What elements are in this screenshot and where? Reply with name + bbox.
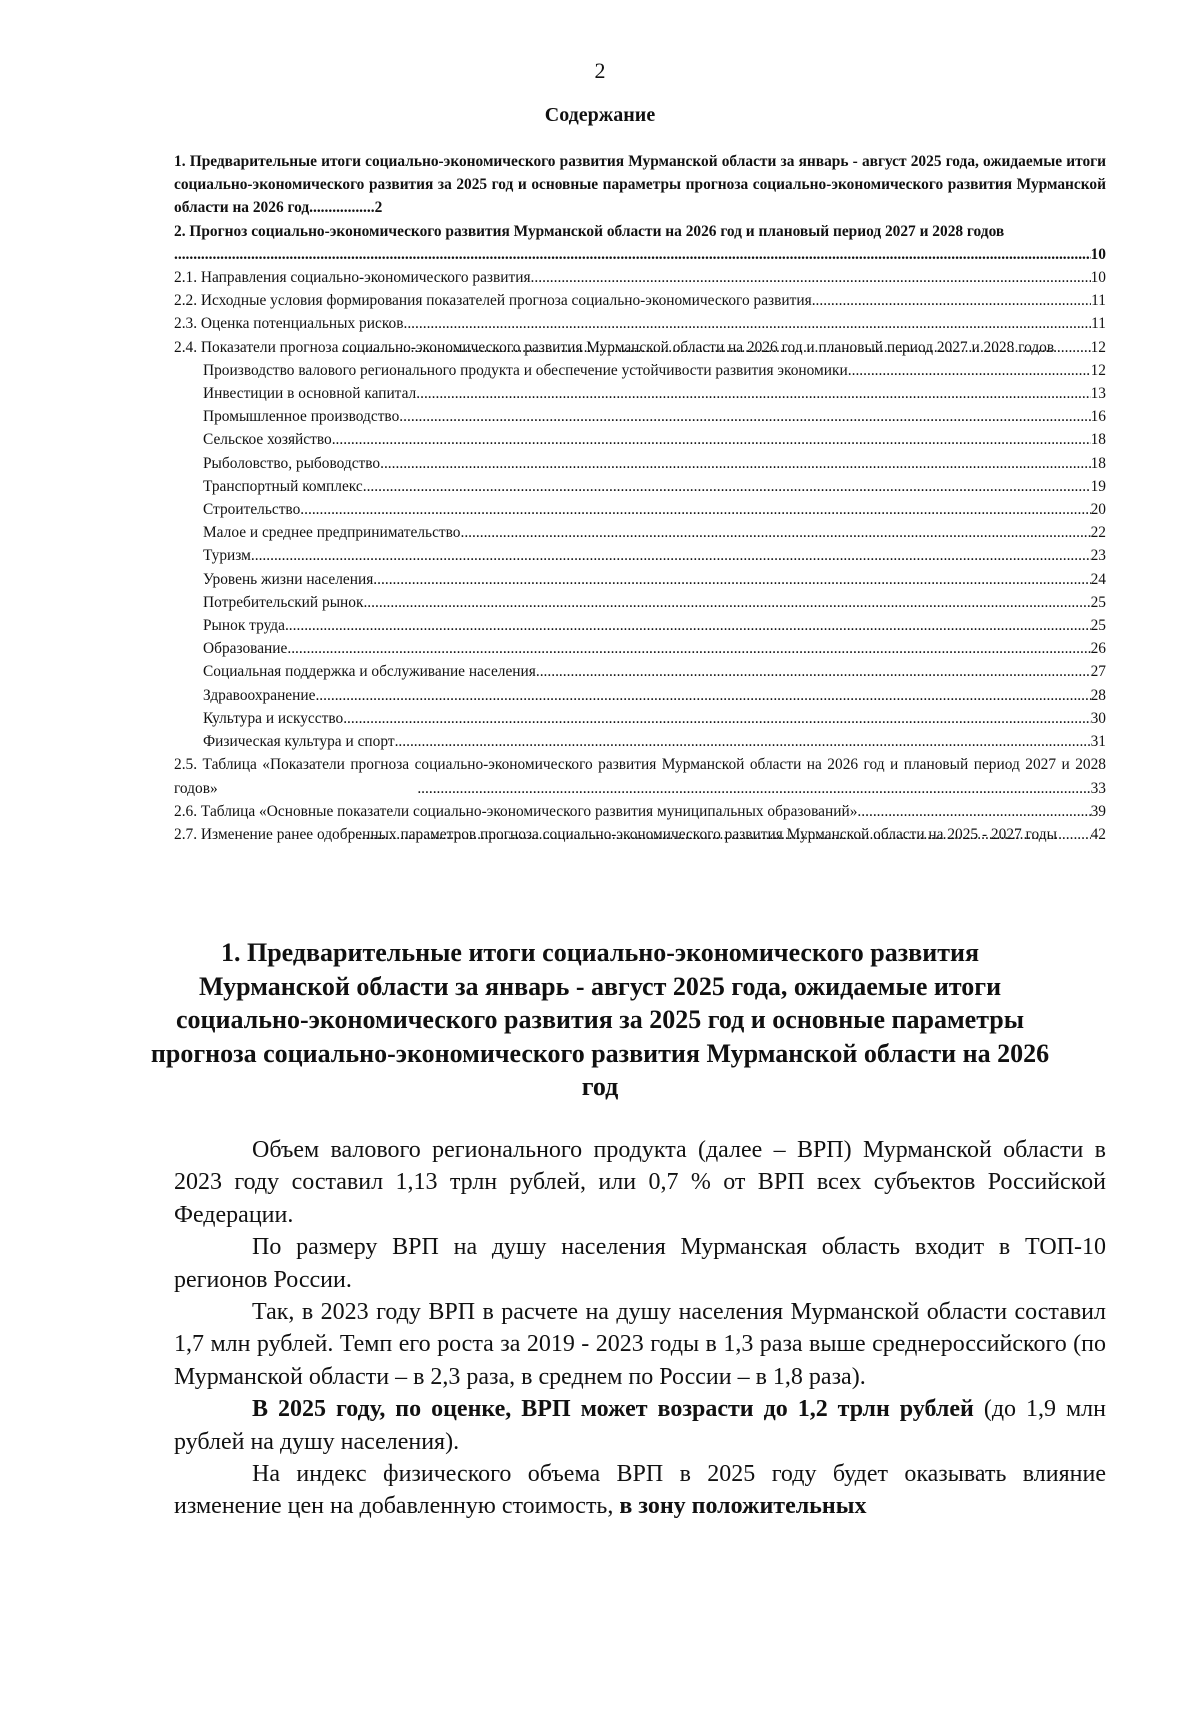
- toc-entry-page: 28: [1090, 686, 1106, 704]
- toc-entry[interactable]: [174, 150, 1106, 220]
- toc-entry-dots: [373, 568, 1090, 591]
- toc-entry-dots: [343, 707, 1090, 730]
- toc-entry-page: 19: [1090, 477, 1106, 495]
- body-text: [174, 1134, 1106, 1523]
- toc-entry-continuation: [174, 243, 1106, 266]
- toc-entry-text: 2.2. Исходные условия формирования показателей прогноза социально-экономического развития: [174, 292, 812, 310]
- toc-entry[interactable]: [174, 382, 1106, 405]
- toc-entry-dots: [174, 243, 1091, 266]
- toc-entry-page: 11: [1091, 315, 1106, 333]
- toc-entry-dots: [403, 312, 1091, 335]
- toc-entry-page: 11: [1091, 292, 1106, 310]
- toc-entry-text: Рыболовство, рыбоводство: [203, 454, 381, 472]
- toc-entry[interactable]: [174, 544, 1106, 567]
- toc-entry[interactable]: [174, 452, 1106, 475]
- toc-entry-text: Потребительский рынок: [203, 593, 364, 611]
- toc-entry-page: 24: [1090, 570, 1106, 588]
- paragraph: Так, в 2023 году ВРП в расчете на душу населения Мурманской области составил 1,7 млн рублей. Темп его роста за 2019 - 2023 годы в 1,3 раза выше среднероссийского (по Мурманской области – в 2,3 раза, в среднем по России – в 1,8 раза).: [174, 1299, 1106, 1390]
- table-of-contents: [174, 150, 1106, 846]
- paragraph: По размеру ВРП на душу населения Мурманская область входит в ТОП-10 регионов России.: [174, 1234, 1106, 1293]
- toc-entry-dots: [395, 730, 1091, 753]
- toc-entry[interactable]: [174, 707, 1106, 730]
- toc-entry-page: 10: [1090, 269, 1106, 287]
- toc-entry-text: Социальная поддержка и обслуживание населения: [203, 663, 536, 681]
- toc-entry-dots: [812, 289, 1091, 312]
- toc-entry-dots: [536, 660, 1091, 683]
- paragraph-text: На индекс физического объема ВРП в 2025 году будет оказывать влияние изменение цен на добавленную стоимость,: [174, 1461, 1106, 1520]
- toc-entry-dots: [848, 359, 1091, 382]
- toc-entry-page: 31: [1090, 733, 1106, 751]
- toc-entry-text: Туризм: [203, 547, 251, 565]
- toc-entry[interactable]: [174, 312, 1106, 335]
- toc-entry-page: 13: [1090, 385, 1106, 403]
- toc-entry-dots: [460, 521, 1090, 544]
- toc-title: Содержание: [544, 104, 656, 126]
- toc-entry-page: 16: [1090, 408, 1106, 426]
- toc-entry-text: Образование: [203, 640, 288, 658]
- toc-entry-continuation: [174, 777, 1106, 800]
- toc-entry[interactable]: [174, 568, 1106, 591]
- toc-entry-text: 2.6. Таблица «Основные показатели социально-экономического развития муниципальных образований»: [174, 802, 858, 820]
- toc-entry-dots: [363, 475, 1091, 498]
- toc-entry-dots: [300, 498, 1090, 521]
- toc-entry[interactable]: [174, 498, 1106, 521]
- toc-entry-page: 18: [1090, 431, 1106, 449]
- toc-entry-dots: [285, 614, 1091, 637]
- toc-entry-dots: [363, 591, 1090, 614]
- toc-entry-dots: [380, 452, 1091, 475]
- paragraph-bold: в зону положительных: [619, 1493, 867, 1520]
- toc-entry-page: 12: [1090, 361, 1106, 379]
- toc-entry[interactable]: [174, 220, 1106, 243]
- toc-entry[interactable]: [174, 475, 1106, 498]
- toc-entry-text: 2.7. Изменение ранее одобренных параметров прогноза социально-экономического развития Мурманской области на 2025 - 2027 годы: [174, 825, 1057, 843]
- toc-entry[interactable]: [174, 359, 1106, 382]
- toc-entry-dots: [332, 428, 1091, 451]
- toc-entry[interactable]: [174, 266, 1106, 289]
- toc-entry-text: Инвестиции в основной капитал: [203, 385, 417, 403]
- toc-entry-page: 22: [1090, 524, 1106, 542]
- toc-entry[interactable]: [174, 637, 1106, 660]
- toc-entry-page: 12: [1090, 338, 1106, 356]
- toc-entry-text: Строительство: [203, 501, 301, 519]
- toc-entry[interactable]: [174, 289, 1106, 312]
- toc-entry[interactable]: [174, 428, 1106, 451]
- paragraph: [174, 1458, 1106, 1523]
- toc-entry-page: 25: [1090, 593, 1106, 611]
- toc-entry[interactable]: [174, 660, 1106, 683]
- toc-entry-dots: [857, 800, 1090, 823]
- toc-entry-page: 18: [1090, 454, 1106, 472]
- toc-entry[interactable]: [174, 730, 1106, 753]
- toc-entry-page: 25: [1090, 617, 1106, 635]
- paragraph-rest: (до 1,9 млн рублей на душу населения).: [174, 1396, 1106, 1455]
- page-number: 2: [594, 58, 606, 83]
- toc-entry-dots: [399, 405, 1090, 428]
- toc-entry-text: Рынок труда: [203, 617, 285, 635]
- toc-entry-page: 20: [1090, 501, 1106, 519]
- toc-entry-page: 26: [1090, 640, 1106, 658]
- toc-entry-text: 1. Предварительные итоги социально-экономического развития Мурманской области за январь - август 2025 года, ожидаемые итоги социально-экономического развития за 2025 год и основные параметры прогноза социально-экономического развития Мурманской области на 2026 год: [174, 153, 1106, 217]
- toc-entry-dots: [315, 684, 1090, 707]
- toc-entry-text: 2.1. Направления социально-экономического развития: [174, 269, 531, 287]
- toc-entry-dots: [416, 382, 1090, 405]
- toc-entry-dots: [287, 637, 1090, 660]
- toc-entry-text: Физическая культура и спорт: [203, 733, 395, 751]
- paragraph: [174, 1393, 1106, 1458]
- paragraph-bold: В 2025 году, по оценке, ВРП может возрасти до 1,2 трлн рублей: [252, 1396, 974, 1423]
- toc-entry-dots: .................: [309, 199, 375, 217]
- toc-entry-text: 2. Прогноз социально-экономического развития Мурманской области на 2026 год и плановый период 2027 и 2028 годов: [174, 222, 1005, 240]
- toc-entry-text: Культура и искусство: [203, 709, 344, 727]
- toc-entry-text: Сельское хозяйство: [203, 431, 332, 449]
- toc-entry-dots: [358, 823, 1091, 846]
- toc-entry-page: 23: [1090, 547, 1106, 565]
- toc-entry-text: 2.4. Показатели прогноза социально-экономического развития Мурманской области на 2026 год и плановый период 2027 и 2028 годов: [174, 338, 1055, 356]
- toc-entry-text: Малое и среднее предпринимательство: [203, 524, 461, 542]
- toc-entry[interactable]: [174, 591, 1106, 614]
- toc-entry-page: 27: [1090, 663, 1106, 681]
- toc-entry-text: Здравоохранение: [203, 686, 316, 704]
- paragraph: Объем валового регионального продукта (далее – ВРП) Мурманской области в 2023 году составил 1,13 трлн рублей, или 0,7 % от ВРП всех субъектов Российской Федерации.: [174, 1137, 1106, 1228]
- toc-entry-page: 42: [1090, 825, 1106, 843]
- toc-entry[interactable]: [174, 800, 1106, 823]
- toc-entry-dots: [341, 336, 1090, 359]
- section-heading: 1. Предварительные итоги социально-экономического развития Мурманской области за январь - август 2025 года, ожидаемые итоги социально-экономического развития за 2025 год и основные параметры прогноза социально-экономического развития Мурманской области на 2026 год: [150, 938, 1050, 1101]
- toc-entry-page: 30: [1090, 709, 1106, 727]
- toc-entry[interactable]: [174, 684, 1106, 707]
- toc-entry-text: Промышленное производство: [203, 408, 400, 426]
- toc-entry-text: 2.5. Таблица «Показатели прогноза социально-экономического развития Мурманской области на 2026 год и плановый период 2027 и 2028 годов»: [174, 756, 1106, 797]
- toc-entry-text: 2.3. Оценка потенциальных рисков: [174, 315, 404, 333]
- toc-entry-dots: [531, 266, 1091, 289]
- toc-entry-dots: [417, 777, 1090, 800]
- toc-entry[interactable]: [174, 614, 1106, 637]
- toc-entry-dots: [251, 544, 1091, 567]
- toc-entry-page: 2: [374, 199, 383, 217]
- toc-entry-text: Транспортный комплекс: [203, 477, 363, 495]
- toc-entry[interactable]: [174, 521, 1106, 544]
- toc-entry[interactable]: [174, 405, 1106, 428]
- toc-entry-page: 10: [1090, 245, 1106, 263]
- toc-entry-page: 33: [1090, 779, 1106, 797]
- toc-entry-text: Уровень жизни населения: [203, 570, 374, 588]
- toc-entry-page: 39: [1090, 802, 1106, 820]
- toc-entry-text: Производство валового регионального продукта и обеспечение устойчивости развития экономики: [203, 361, 848, 379]
